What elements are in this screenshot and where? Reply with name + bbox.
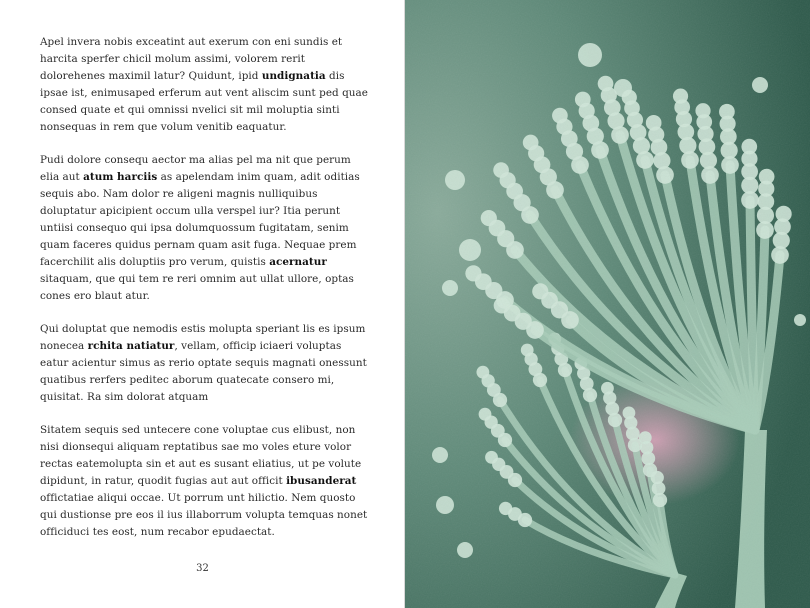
bold-term: acernatur [269,256,327,268]
text-run: Apel invera nobis exceatint aut exerum con eni sundis et harcita sperfer chicil molum assimi, volorem rerit dolorehenes maximil latur? Quidunt, ipid [40,36,343,82]
text-run: , vellam, officip iciaeri voluptas eatur acientur simus as rerio optate sequis magnati onessunt quatibus rerfers peditec aborum quatecate consero mi, quisitat. Ra sim dolorat atquam [40,340,367,403]
bold-term: undignatia [261,70,326,82]
page-number: 32 [196,563,209,574]
text-run: Sitatem sequis sed untecere cone voluptae cus elibust, non nisi dionsequi aliquam reptatibus sae mo voles eture volor rectas eatemolupta sin et aut es susant eliatius, ut pe volute dipidunt, in ratur, quodit fugias aut aut officit [40,424,362,487]
bold-term: rchita natiatur [87,340,175,352]
text-run: Qui doluptat que nemodis estis molupta speriant lis es ipsum nonecea [40,323,366,352]
paragraph [40,422,370,541]
paragraph [40,34,370,136]
right-page [405,0,810,608]
text-run: Pudi dolore consequ aector ma alias pel ma nit que perum elia aut [40,154,351,183]
grain-overlay [405,0,810,608]
text-run: dis ipsae ist, enimusaped erferum aut vent aliscim sunt ped quae consed quate et qui omnissi nvelici sit mil moluptia sinti nonsequas in rem que volum venitib eaquatur. [40,70,368,133]
text-run: sitaquam, que qui tem re reri omnim aut ullat ullore, optas cones ero blaut atur. [40,273,354,302]
bold-term: atum harciis [83,171,158,183]
bold-term: ibusanderat [286,475,357,487]
paragraph [40,321,370,406]
text-run: as apelendam inim quam, adit oditias sequis abo. Nam dolor re aligeni magnis nulliquibus doluptatur apicipient occum ulla verspel iur? Itia perunt untiisi consequo qui ipsa dolumquossum fugitatam, senim quam faceres quidus pernam quam asit fuga. Nequae prem facerchilit alis doluptiis pro verum, quistis [40,171,360,268]
text-run: offictatiae aliqui occae. Ut porrum unt hilictio. Nem quosto qui dustionse pre eos il ius illaborrum volupta temquas nonet officiduci tes eost, num recabor epudaectat. [40,492,368,538]
body-text [40,34,370,557]
spore-illustration [405,0,810,608]
paragraph [40,152,370,305]
